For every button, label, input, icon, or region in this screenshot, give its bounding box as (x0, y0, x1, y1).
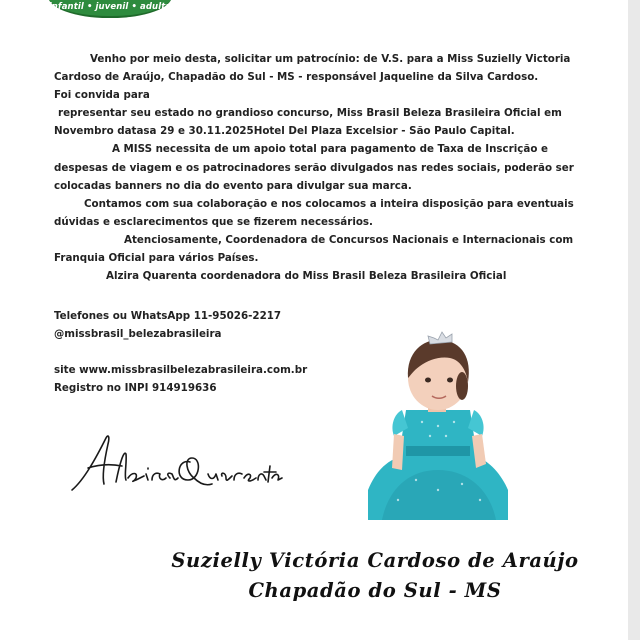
letter-paragraph-sponsorship: A MISS necessita de um apoio total para pagamento de Taxa de Inscrição e despesas de viagem e os patrocinadores serão divulgados nas redes sociais, poderão ser colocadas banners no dia do evento para divulgar sua marca. (54, 143, 574, 192)
contact-instagram: @missbrasil_belezabrasileira (54, 328, 222, 341)
contact-site: site www.missbrasilbelezabrasileira.com.br (54, 364, 308, 377)
letter-paragraph-collaboration: Contamos com sua colaboração e nos colocamos a inteira disposição para eventuais dúvidas e esclarecimentos que se fizerem necessários. (54, 197, 574, 228)
logo-banner (48, 0, 172, 18)
candidate-city: Chapadão do Sul - MS (248, 579, 502, 602)
letter-paragraph-contest: representar seu estado no grandioso concurso, Miss Brasil Beleza Brasileira Oficial em Novembro datasa 29 e 30.11.2025Hotel Del Plaza Excelsior - São Paulo Capital. (54, 107, 562, 138)
page-edge (628, 0, 640, 640)
letter-paragraph-request: Venho por meio desta, solicitar um patrocínio: de V.S. para a Miss Suzielly Victoria Cardoso de Araújo, Chapadão do Sul - MS - responsável Jaqueline da Silva Cardoso. (54, 53, 571, 84)
handwritten-signature (66, 428, 286, 498)
letter-paragraph-closing: Atenciosamente, Coordenadora de Concursos Nacionais e Internacionais com Franquia Oficial para vários Países. (54, 233, 574, 265)
letter-paragraph-invite: Foi convida para (54, 89, 150, 102)
contact-phone: Telefones ou WhatsApp 11-95026-2217 (54, 310, 282, 322)
logo-tagline: infantil • juvenil • adulta (48, 2, 172, 12)
letter-paragraph-signoff: Alzira Quarenta coordenadora do Miss Brasil Beleza Brasileira Oficial (106, 270, 507, 283)
letter-body (54, 50, 576, 285)
contact-registry: Registro no INPI 914919636 (54, 382, 217, 395)
candidate-name: Suzielly Victória Cardoso de Araújo (171, 549, 579, 572)
candidate-caption (150, 546, 600, 606)
child-photo (368, 330, 508, 520)
contact-block (54, 307, 374, 397)
contact-spacer (54, 343, 374, 361)
